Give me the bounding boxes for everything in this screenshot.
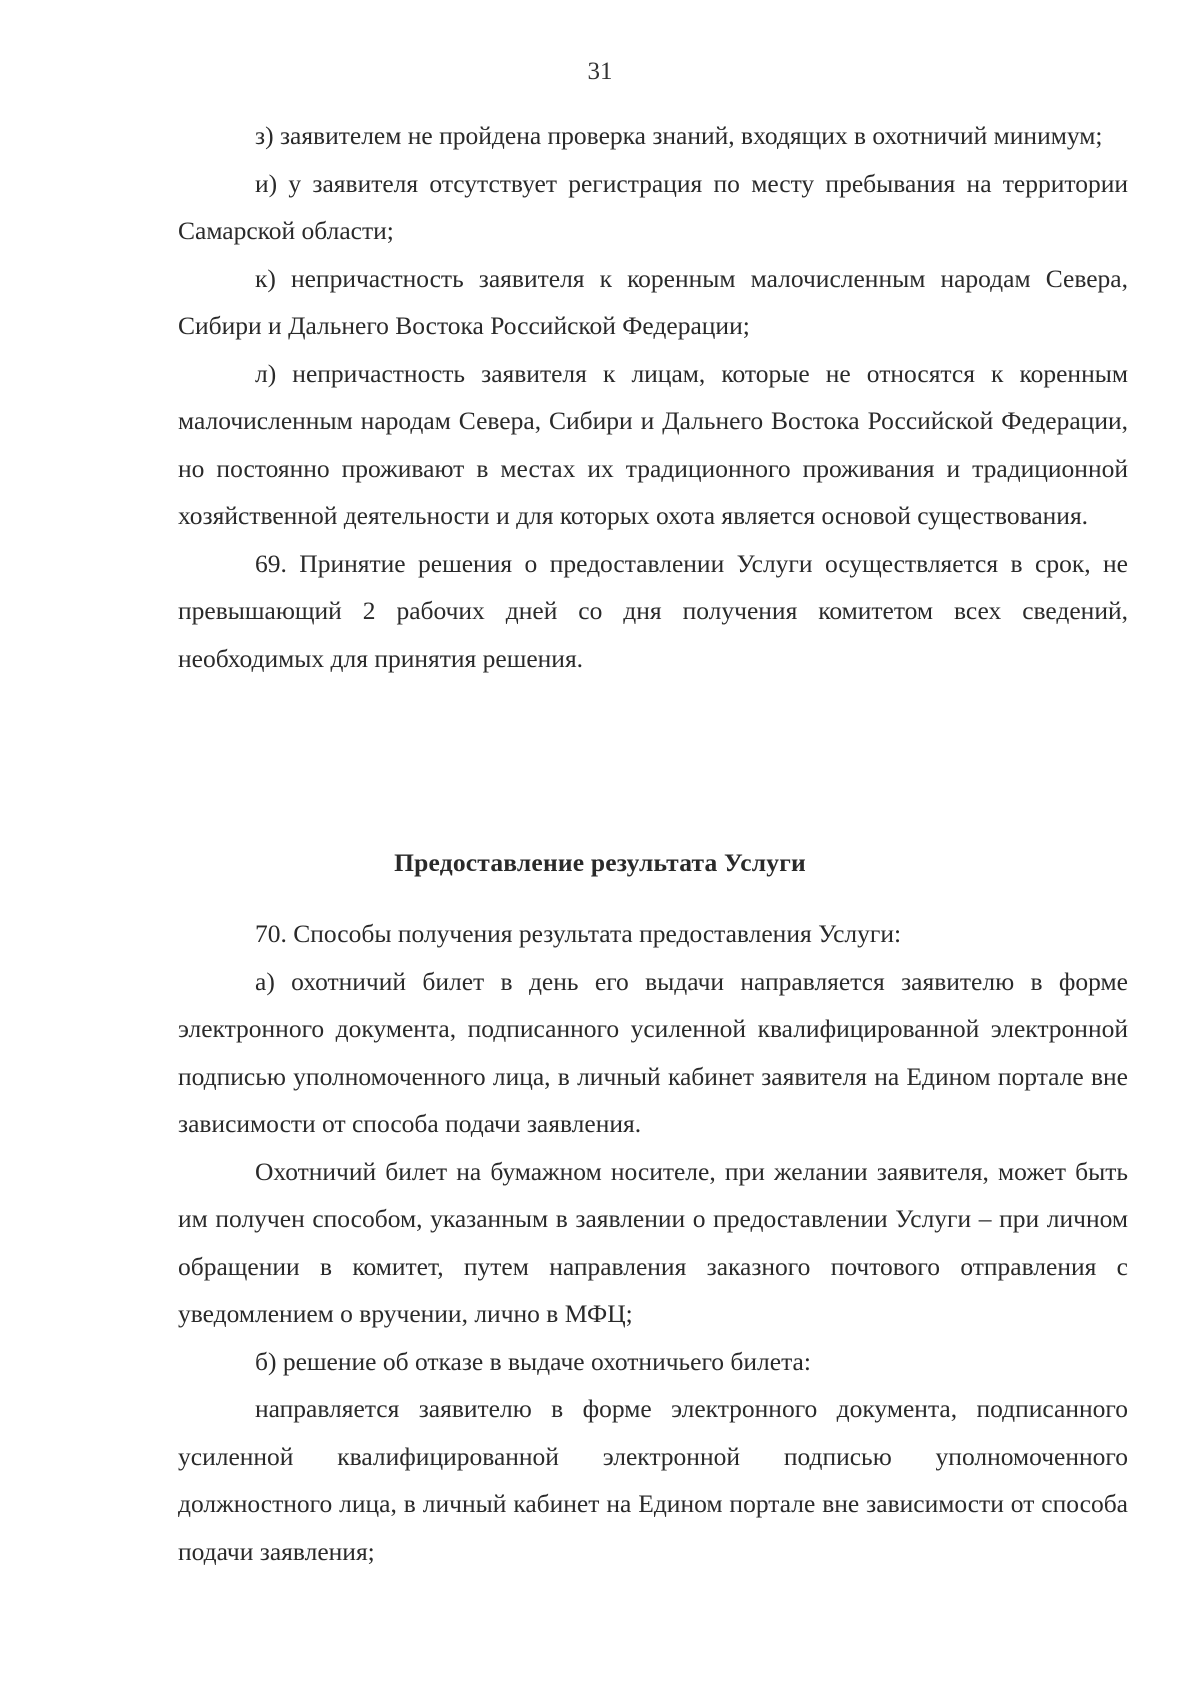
paragraph-b: б) решение об отказе в выдаче охотничьего билета: [255,1346,811,1376]
top-text-block [178,112,1128,682]
paragraph-70: 70. Способы получения результата предоставления Услуги: [255,919,902,948]
paragraph-l: л) непричастность заявителя к лицам, которые не относятся к коренным малочисленным народам Севера, Сибири и Дальнего Востока Российской Федерации, но постоянно проживают в местах их традиционного проживания и традиционной хозяйственной деятельности и для которых охота является основой существования. [178,358,1128,530]
paragraph-z: з) заявителем не пройдена проверка знаний, входящих в охотничий минимум; [255,121,1103,150]
page-number: 31 [587,58,613,85]
paragraph-a: а) охотничий билет в день его выдачи направляется заявителю в форме электронного документа, подписанного усиленной квалифицированной электронной подписью уполномоченного лица, в личный кабинет заявителя на Едином портале вне зависимости от способа подачи заявления. [178,966,1128,1138]
bottom-text-block [178,910,1128,1575]
paragraph-i: и) у заявителя отсутствует регистрация по месту пребывания на территории Самарской области; [178,168,1128,245]
paragraph-refusal-delivery: направляется заявителю в форме электронного документа, подписанного усиленной квалифицированной электронной подписью уполномоченного должностного лица, в личный кабинет на Едином портале вне зависимости от способа подачи заявления; [178,1394,1128,1566]
paragraph-k: к) непричастность заявителя к коренным малочисленным народам Севера, Сибири и Дальнего Востока Российской Федерации; [178,263,1128,340]
paragraph-69: 69. Принятие решения о предоставлении Услуги осуществляется в срок, не превышающий 2 рабочих дней со дня получения комитетом всех сведений, необходимых для принятия решения. [178,548,1128,673]
paragraph-paper-ticket: Охотничий билет на бумажном носителе, при желании заявителя, может быть им получен способом, указанным в заявлении о предоставлении Услуги – при личном обращении в комитет, путем направления заказного почтового отправления с уведомлением о вручении, лично в МФЦ; [178,1156,1128,1328]
section-heading: Предоставление результата Услуги [394,848,806,877]
